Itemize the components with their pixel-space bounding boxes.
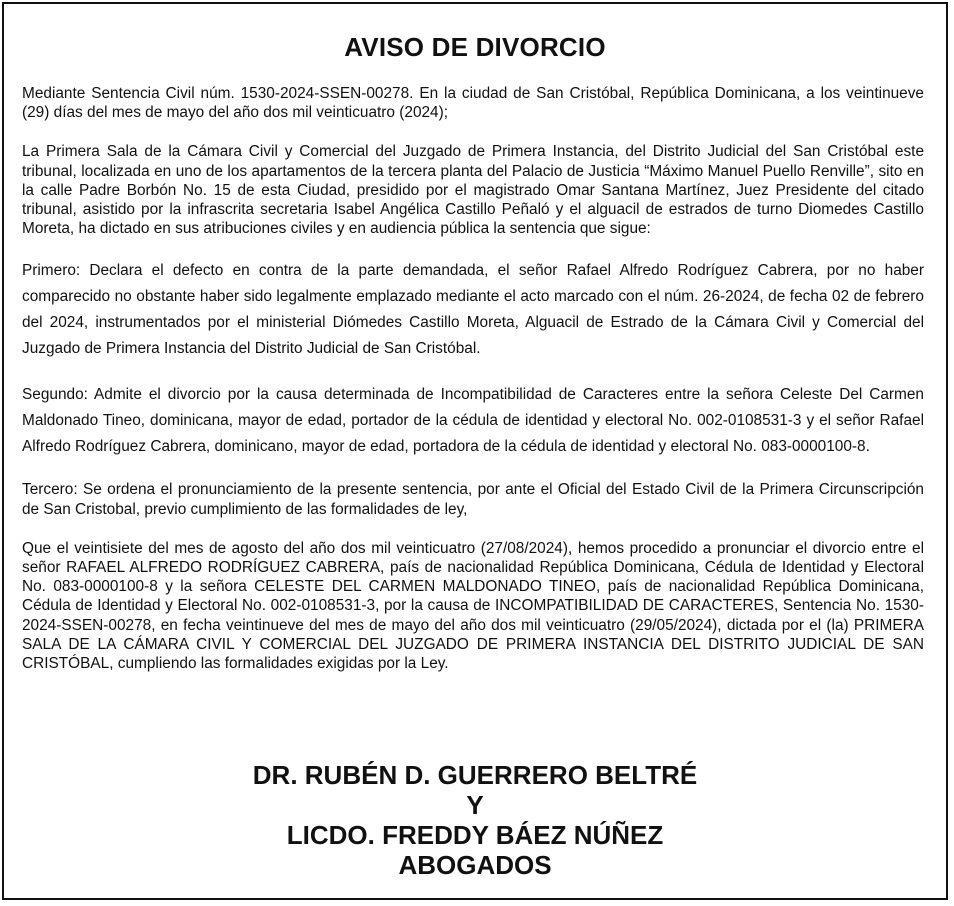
paragraph-court: La Primera Sala de la Cámara Civil y Comercial del Juzgado de Primera Instancia, del Distrito Judicial del San Cristóbal este tribunal, localizada en uno de los apartamentos de la tercera planta del Palacio de Justicia “Máximo Manuel Puello Renville”, sito en la calle Padre Borbón No. 15 de esta Ciudad, presidido por el magistrado Omar Santana Martínez, Juez Presidente del citado tribunal, asistido por la infrascrita secretaria Isabel Angélica Castillo Peñaló y el alguacil de estrados de turno Diomedes Castillo Moreta, ha dictado en sus atribuciones civiles y en audiencia pública la sentencia que sigue: (22, 143, 924, 238)
notice-title: AVISO DE DIVORCIO (344, 32, 606, 62)
notice-body (22, 84, 924, 693)
paragraph-tercero: Tercero: Se ordena el pronunciamiento de la presente sentencia, por ante el Oficial del Estado Civil de la Primera Circunscripción de San Cristobal, previo cumplimiento de las formalidades de ley, (22, 481, 924, 518)
signature-conjunction: Y (466, 790, 484, 820)
signature-lawyer-1: DR. RUBÉN D. GUERRERO BELTRÉ (252, 760, 698, 790)
signature-role: ABOGADOS (398, 850, 552, 880)
notice-frame (2, 2, 948, 900)
signature-lawyer-2: LICDO. FREDDY BÁEZ NÚÑEZ (286, 820, 664, 850)
paragraph-intro: Mediante Sentencia Civil núm. 1530-2024-SSEN-00278. En la ciudad de San Cristóbal, República Dominicana, a los veintinueve (29) días del mes de mayo del año dos mil veinticuatro (2024); (22, 85, 924, 122)
signature-block (4, 760, 946, 880)
paragraph-primero: Primero: Declara el defecto en contra de la parte demandada, el señor Rafael Alfredo Rodríguez Cabrera, por no haber comparecido no obstante haber sido legalmente emplazado mediante el acto marcado con el núm. 26-2024, de fecha 02 de febrero del 2024, instrumentados por el ministerial Diómedes Castillo Moreta, Alguacil de Estrado de la Cámara Civil y Comercial del Juzgado de Primera Instancia del Distrito Judicial de San Cristóbal. (22, 262, 924, 358)
paragraph-segundo: Segundo: Admite el divorcio por la causa determinada de Incompatibilidad de Caracteres entre la señora Celeste Del Carmen Maldonado Tineo, dominicana, mayor de edad, portador de la cédula de identidad y electoral No. 002-0108531-3 y el señor Rafael Alfredo Rodríguez Cabrera, dominicano, mayor de edad, portadora de la cédula de identidad y electoral No. 083-0000100-8. (22, 386, 924, 456)
paragraph-pronouncement: Que el veintisiete del mes de agosto del año dos mil veinticuatro (27/08/2024), hemos procedido a pronunciar el divorcio entre el señor RAFAEL ALFREDO RODRÍGUEZ CABRERA, país de nacionalidad República Dominicana, Cédula de Identidad y Electoral No. 083-0000100-8 y la señora CELESTE DEL CARMEN MALDONADO TINEO, país de nacionalidad República Dominicana, Cédula de Identidad y Electoral No. 002-0108531-3, por la causa de INCOMPATIBILIDAD DE CARACTERES, Sentencia No. 1530-2024-SSEN-00278, en fecha veintinueve del mes de mayo del año dos mil veinticuatro (29/05/2024), dictada por el (la) PRIMERA SALA DE LA CÁMARA CIVIL Y COMERCIAL DEL JUZGADO DE PRIMERA INSTANCIA DEL DISTRITO JUDICIAL DE SAN CRISTÓBAL, cumpliendo las formalidades exigidas por la Ley. (22, 539, 924, 673)
